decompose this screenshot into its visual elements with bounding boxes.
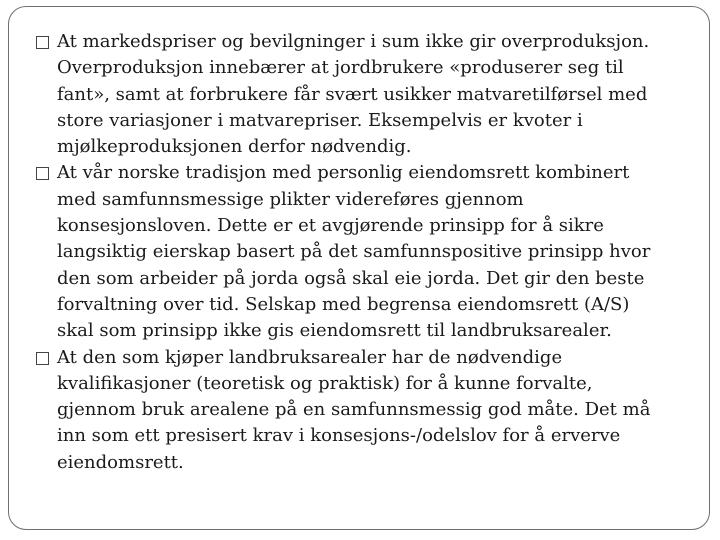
text-line: gjennom bruk arealene på en samfunnsmessig god måte. Det må: [57, 399, 651, 421]
text-line: skal som prinsipp ikke gis eiendomsrett til landbruksarealer.: [57, 320, 612, 342]
square-bullet-icon: [36, 36, 49, 49]
bullet-list: [35, 29, 685, 476]
bullet-text: [57, 345, 685, 476]
text-line: eiendomsrett.: [57, 451, 184, 473]
text-line: store variasjoner i matvarepriser. Eksempelvis er kvoter i: [57, 109, 583, 131]
text-line: fant», samt at forbrukere får svært usikker matvaretilførsel med: [57, 83, 648, 105]
text-line: Overproduksjon innebærer at jordbrukere «produserer seg til: [57, 57, 624, 79]
square-bullet-icon: [36, 352, 49, 365]
text-line: inn som ett presisert krav i konsesjons-/odelslov for å erverve: [57, 425, 621, 447]
text-line: langsiktig eierskap basert på det samfunnspositive prinsipp hvor: [57, 241, 651, 263]
square-bullet-icon: [36, 167, 49, 180]
text-line: med samfunnsmessige plikter videreføres gjennom: [57, 188, 524, 210]
bullet-text: [57, 29, 685, 160]
text-line: At den som kjøper landbruksarealer har de nødvendige: [57, 346, 563, 368]
bullet-text: [57, 160, 685, 344]
text-line: At vår norske tradisjon med personlig eiendomsrett kombinert: [57, 162, 630, 184]
bullet-item-2: [35, 160, 685, 344]
text-line: konsesjonsloven. Dette er et avgjørende prinsipp for å sikre: [57, 215, 604, 237]
text-line: forvaltning over tid. Selskap med begrensa eiendomsrett (A/S): [57, 293, 630, 315]
bullet-item-1: [35, 29, 685, 160]
slide-frame: [8, 6, 710, 530]
bullet-item-3: [35, 345, 685, 476]
text-line: kvalifikasjoner (teoretisk og praktisk) for å kunne forvalte,: [57, 372, 593, 394]
text-line: mjølkeproduksjonen derfor nødvendig.: [57, 136, 412, 158]
text-line: den som arbeider på jorda også skal eie jorda. Det gir den beste: [57, 267, 645, 289]
text-line: At markedspriser og bevilgninger i sum ikke gir overproduksjon.: [57, 31, 650, 52]
